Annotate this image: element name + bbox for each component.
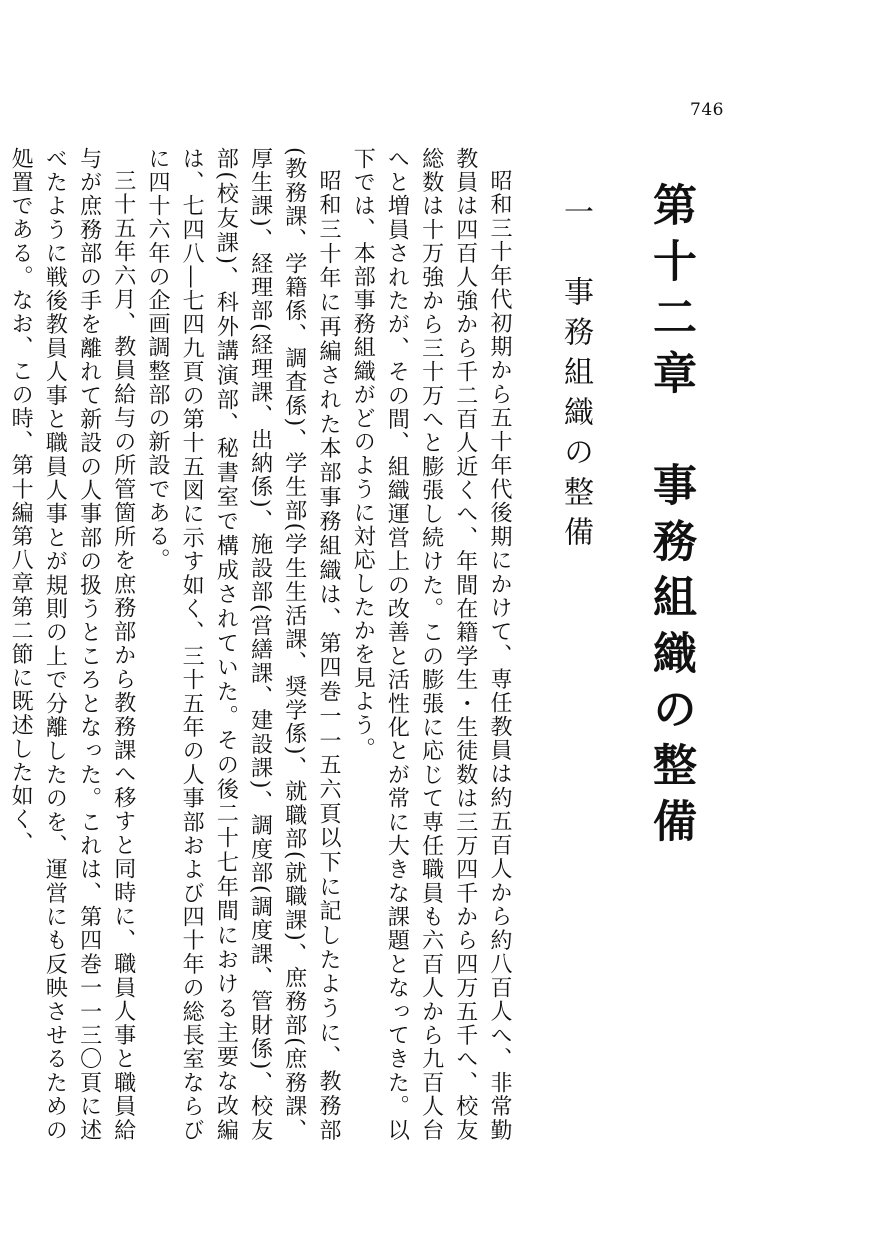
section-title: 一 事務組織の整備 — [558, 196, 593, 556]
chapter-title: 第十二章 事務組織の整備 — [645, 182, 696, 854]
page-number: 746 — [690, 100, 724, 120]
body-text — [3, 147, 516, 1142]
paragraph-3: 三十五年六月、教員給与の所管箇所を庶務部から教務課へ移すと同時に、職員人事と職員給与が庶務部の手を離れて新設の人事部の扱うところとなった。これは、第四巻一一三〇頁に述べたように戦後教員人事と職員人事とが規則の上で分離したのを、運営にも反映させるための処置である。なお、この時、第十編第八章第二節に既述した如く、 — [8, 147, 136, 1142]
paragraph-2: 昭和三十年に再編された本部事務組織は、第四巻一一五六頁以下に記したように、教務部(教務課、学籍係、調査係)、学生部(学生生活課、奨学係)、就職部(就職課)、庶務部(庶務課、厚生課)、経理部(経理課、出納係)、施設部(営繕課、建設課)、調度部(調度課、管財係)、校友部(校友課)、科外講演部、秘書室で構成されていた。その後二十七年間における主要な改編は、七四八―七四九頁の第十五図に示す如く、三十五年の人事部および四十年の総長室ならびに四十六年の企画調整部の新設である。 — [144, 147, 341, 1142]
paragraph-1: 昭和三十年代初期から五十年代後期にかけて、専任教員は約五百人から約八百人へ、非常勤教員は四百人強から千二百人近くへ、年間在籍学生・生徒数は三万四千から四万五千へ、校友総数は十万強から三十万へと膨張し続けた。この膨張に応じて専任職員も六百人から九百人台へと増員されたが、その間、組織運営上の改善と活性化とが常に大きな課題となってきた。以下では、本部事務組織がどのように対応したかを見よう。 — [350, 147, 512, 1142]
